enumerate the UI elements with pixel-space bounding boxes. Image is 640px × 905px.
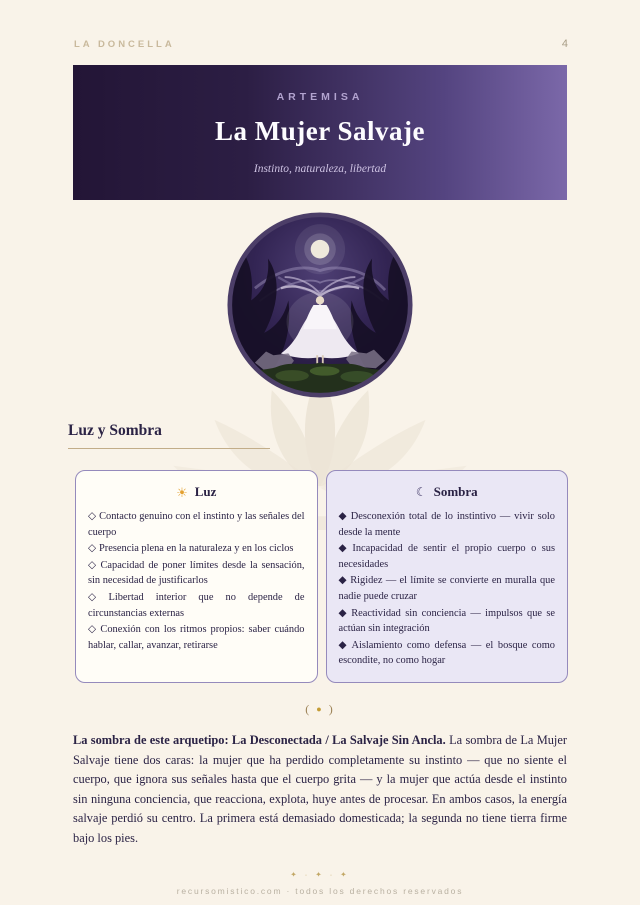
list-item: ◇ Conexión con los ritmos propios: saber cuándo hablar, callar, avanzar, retirarse (88, 624, 305, 651)
paragraph-body: La sombra de La Mujer Salvaje tiene dos caras: la mujer que ha perdido completamente su instinto — que no siente el cuerpo, que ignora sus señales hasta que el cuerpo grita — y la mujer que actúa desde el instinto sin ninguna conciencia, que reacciona, explota, huye antes de procesar. En ambos casos, la energía salvaje perdió su centro. La primera está demasiado domesticada; la segunda no tiene tierra firme bajo los pies. (73, 733, 567, 846)
luz-sombra-cards (75, 470, 568, 683)
sombra-card-title: Sombra (433, 484, 478, 499)
list-item: ◇ Libertad interior que no depende de circunstancias externas (88, 592, 305, 619)
list-item: ◇ Capacidad de poner límites desde la sensación, sin necesidad de justificarlos (88, 559, 305, 587)
sun-icon: ☀ (176, 484, 188, 500)
list-item: ◇ Contacto genuino con el instinto y las señales del cuerpo (88, 511, 305, 538)
luz-list (88, 509, 305, 653)
section-heading: Luz y Sombra (68, 422, 162, 439)
banner-overline: ARTEMISA (276, 90, 364, 103)
shadow-paragraph (73, 731, 567, 849)
list-item: ◆ Desconexión total de lo instintivo — vivir solo desde la mente (338, 511, 555, 538)
archetype-banner (73, 65, 567, 200)
sombra-list (339, 509, 556, 669)
banner-title: La Mujer Salvaje (215, 115, 425, 146)
footer (0, 870, 640, 896)
list-item: ◆ Incapacidad de sentir el propio cuerpo o sus necesidades (338, 543, 555, 570)
heading-rule (68, 448, 270, 449)
portrait-image (227, 212, 413, 398)
list-item: ◆ Rigidez — el límite se convierte en muralla que nadie puede cruzar (338, 575, 555, 603)
luz-card-title: Luz (194, 484, 217, 499)
list-item: ◆ Aislamiento como defensa — el bosque como escondite, no como hogar (338, 639, 555, 667)
list-item: ◆ Reactividad sin conciencia — impulsos que se actúan sin integración (338, 607, 555, 635)
star-ornament: ✦ · ✦ · ✦ (290, 869, 350, 879)
sombra-card (326, 470, 569, 683)
crescent-moon-icon: ☾ (415, 485, 427, 499)
list-item: ◇ Presencia plena en la naturaleza y en los ciclos (88, 543, 294, 555)
page-number: 4 (561, 38, 568, 50)
top-bar (0, 0, 640, 50)
moon-divider-ornament: ( ● ) (305, 702, 335, 717)
footer-text: recursomistico.com · todos los derechos reservados (176, 885, 464, 896)
paragraph-lead: La sombra de este arquetipo: La Desconectada / La Salvaje Sin Ancla. (73, 733, 446, 748)
collection-label: LA DONCELLA (74, 39, 175, 50)
banner-subtitle: Instinto, naturaleza, libertad (253, 162, 387, 175)
luz-card (75, 470, 318, 683)
